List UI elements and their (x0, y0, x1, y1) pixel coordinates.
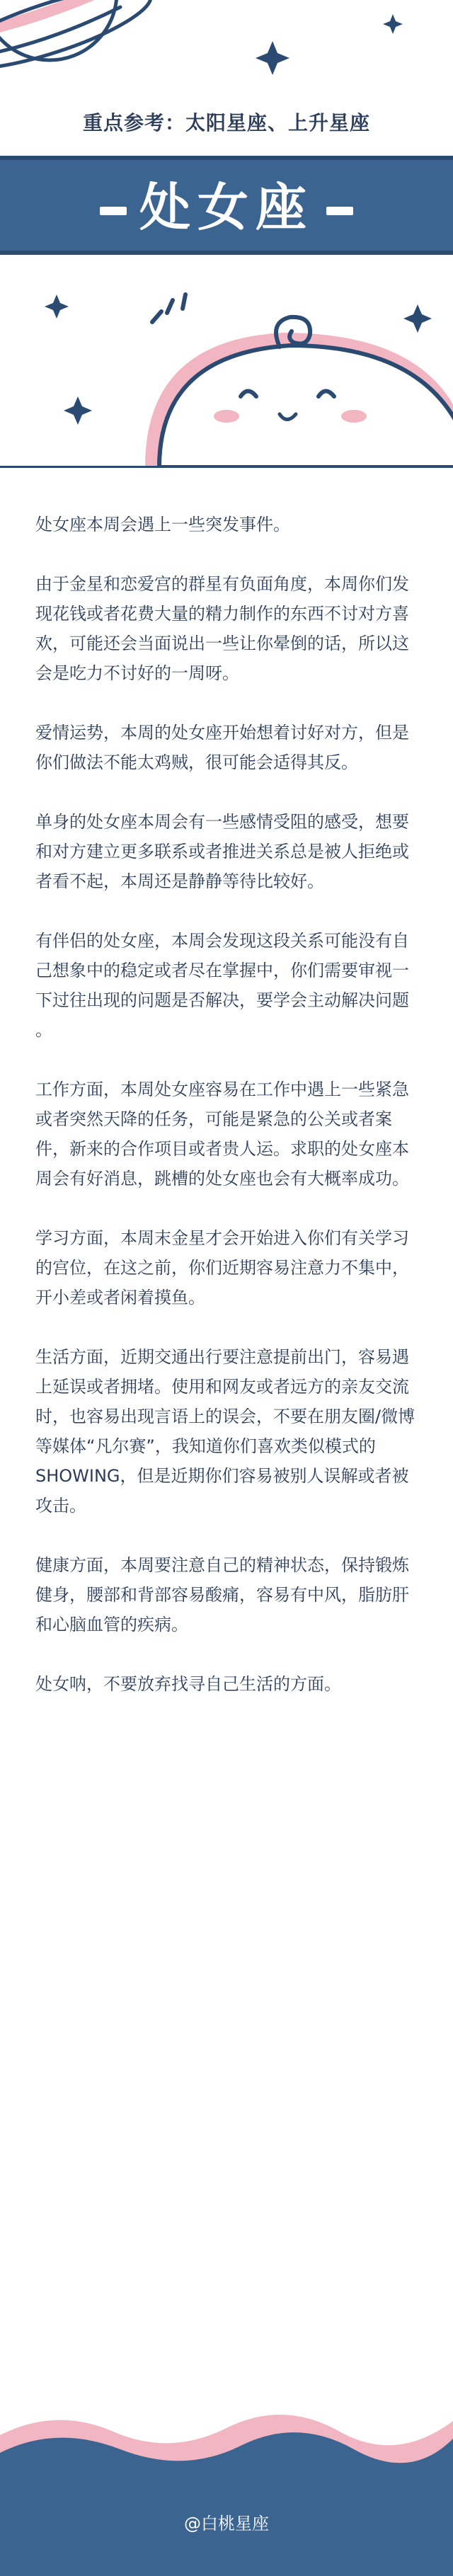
divider (0, 466, 453, 468)
planet-decoration (0, 0, 453, 106)
title-banner (0, 156, 453, 255)
paragraph: 工作方面，本周处女座容易在工作中遇上一些紧急或者突然天降的任务，可能是紧急的公关或者案件，新来的合作项目或者贵人运。求职的处女座本周会有好消息，跳槽的处女座也会有大概率成功。 (35, 1080, 409, 1189)
sparkle-icon (45, 294, 69, 319)
subtitle: 重点参考：太阳星座、上升星座 (82, 111, 370, 134)
sparkle-icon (403, 304, 432, 333)
paragraph: 学习方面，本周末金星才会开始进入你们有关学习的宫位，在这之前，你们近期容易注意力不集中，开小差或者闲着摸鱼。 (35, 1228, 409, 1307)
sparkle-icon (383, 14, 403, 34)
paragraph: 生活方面，近期交通出行要注意提前出门，容易遇上延误或者拥堵。使用和网友或者远方的亲友交流时，也容易出现言语上的误会，不要在朋友圈/微博等媒体“凡尔赛”，我知道你们喜欢类似模式的SHOWING，但是近期你们容易被别人误解或者被攻击。 (35, 1347, 415, 1516)
sparkle-icon (256, 41, 289, 75)
sparkle-icon (64, 396, 92, 425)
page-title (0, 176, 453, 239)
title-dash-left (100, 207, 127, 215)
paragraph: 处女座本周会遇上一些突发事件。 (35, 515, 290, 534)
title-text: 处女座 (139, 178, 314, 237)
paragraph: 爱情运势，本周的处女座开始想着讨好对方，但是你们做法不能太鸡贼，很可能会适得其反。 (35, 723, 409, 772)
paragraph: 处女呐，不要放弃找寻自己生活的方面。 (35, 1674, 341, 1694)
footer-credit: @白桃星座 (184, 2514, 269, 2534)
article-body (35, 510, 425, 1729)
paragraph: 单身的处女座本周会有一些感情受阻的感受，想要和对方建立更多联系或者推进关系总是被人拒绝或者看不起，本周还是静静等待比较好。 (35, 812, 409, 891)
mascot-decoration (0, 255, 453, 467)
title-dash-right (326, 207, 353, 215)
paragraph: 健康方面，本周要注意自己的精神状态，保持锻炼健身，腰部和背部容易酸痛，容易有中风，脂肪肝和心脑血管的疾病。 (35, 1555, 409, 1635)
paragraph: 由于金星和恋爱宫的群星有负面角度，本周你们发现花钱或者花费大量的精力制作的东西不讨对方喜欢，可能还会当面说出一些让你晕倒的话，所以这会是吃力不讨好的一周呀。 (35, 574, 409, 683)
wave-decoration (0, 2378, 453, 2576)
paragraph: 有伴侣的处女座，本周会发现这段关系可能没有自己想象中的稳定或者尽在掌握中，你们需要审视一下过往出现的问题是否解决，要学会主动解决问题 。 (35, 931, 409, 1040)
